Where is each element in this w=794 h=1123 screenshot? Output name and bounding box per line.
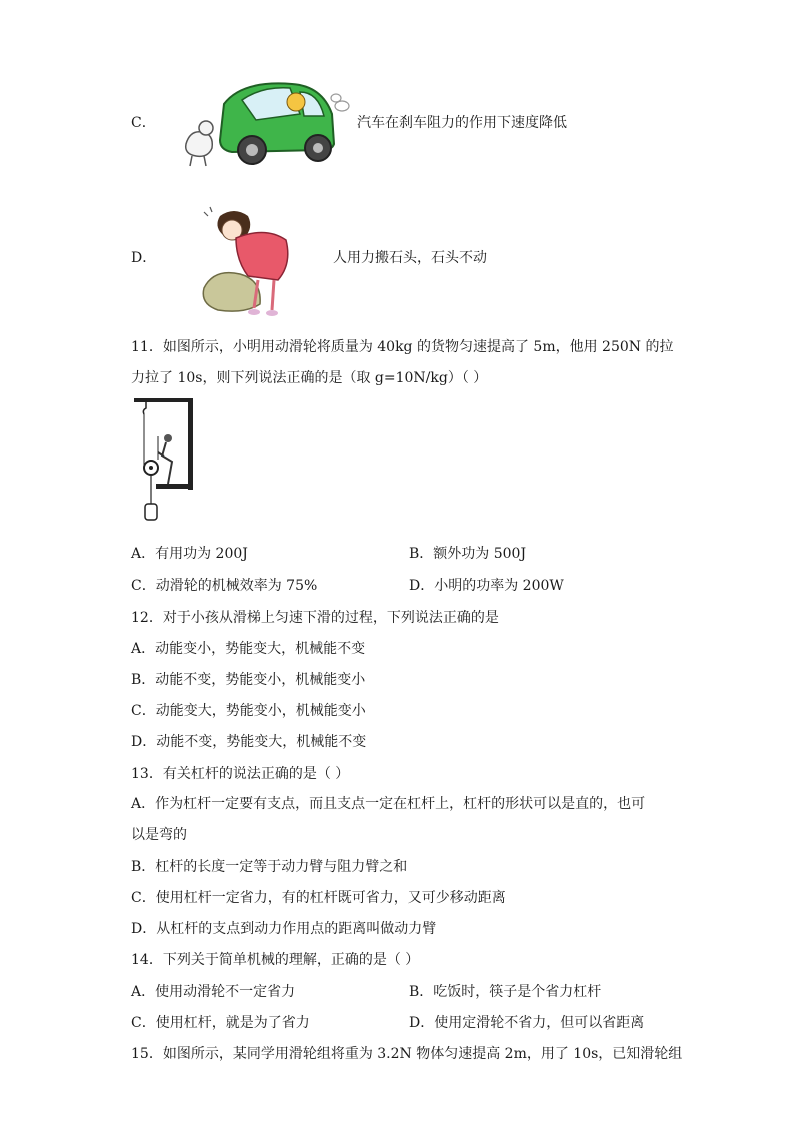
q11-stem-line2: 力拉了 10s，则下列说法正确的是（取 g=10N/kg）（ ） bbox=[131, 370, 488, 386]
q13-option-a-line2: 以是弯的 bbox=[131, 827, 187, 843]
q11-option-b: B．额外功为 500J bbox=[409, 546, 527, 562]
q14-option-a: A．使用动滑轮不一定省力 bbox=[131, 984, 296, 1000]
q11-option-d: D．小明的功率为 200W bbox=[409, 578, 564, 594]
q13-option-d: D．从杠杆的支点到动力作用点的距离叫做动力臂 bbox=[131, 921, 437, 937]
q12-option-d: D．动能不变，势能变大，机械能不变 bbox=[131, 734, 367, 750]
person-lifting-stone-illustration bbox=[174, 204, 304, 320]
q14-option-d: D．使用定滑轮不省力，但可以省距离 bbox=[409, 1015, 645, 1031]
q11-option-c: C．动滑轮的机械效率为 75% bbox=[131, 578, 318, 594]
q11-stem-line1: 11．如图所示，小明用动滑轮将质量为 40kg 的货物匀速提高了 5m，他用 250N 的拉 bbox=[131, 339, 674, 355]
q13-stem: 13．有关杠杆的说法正确的是（ ） bbox=[131, 766, 350, 782]
q14-stem: 14．下列关于简单机械的理解，正确的是（ ） bbox=[131, 952, 420, 968]
pulley-diagram bbox=[132, 396, 196, 526]
q13-option-a-line1: A．作为杠杆一定要有支点，而且支点一定在杠杆上，杠杆的形状可以是直的，也可 bbox=[131, 796, 646, 812]
q12-stem: 12．对于小孩从滑梯上匀速下滑的过程，下列说法正确的是 bbox=[131, 610, 499, 626]
option-c-letter: C． bbox=[131, 115, 156, 131]
option-d-letter: D． bbox=[131, 250, 157, 266]
option-d-text: 人用力搬石头，石头不动 bbox=[333, 250, 487, 266]
q15-stem-line1: 15．如图所示，某同学用滑轮组将重为 3.2N 物体匀速提高 2m，用了 10s，已知滑轮组 bbox=[131, 1046, 683, 1062]
q13-option-b: B．杠杆的长度一定等于动力臂与阻力臂之和 bbox=[131, 859, 408, 875]
q13-option-c: C．使用杠杆一定省力，有的杠杆既可省力，又可少移动距离 bbox=[131, 890, 506, 906]
q12-option-a: A．动能变小，势能变大，机械能不变 bbox=[131, 641, 366, 657]
q11-option-a: A．有用功为 200J bbox=[131, 546, 248, 562]
option-c-text: 汽车在刹车阻力的作用下速度降低 bbox=[357, 115, 567, 131]
q12-option-c: C．动能变大，势能变小，机械能变小 bbox=[131, 703, 366, 719]
q14-option-b: B．吃饭时，筷子是个省力杠杆 bbox=[409, 984, 602, 1000]
q14-option-c: C．使用杠杆，就是为了省力 bbox=[131, 1015, 310, 1031]
q12-option-b: B．动能不变，势能变小，机械能变小 bbox=[131, 672, 366, 688]
car-braking-illustration bbox=[172, 70, 354, 174]
